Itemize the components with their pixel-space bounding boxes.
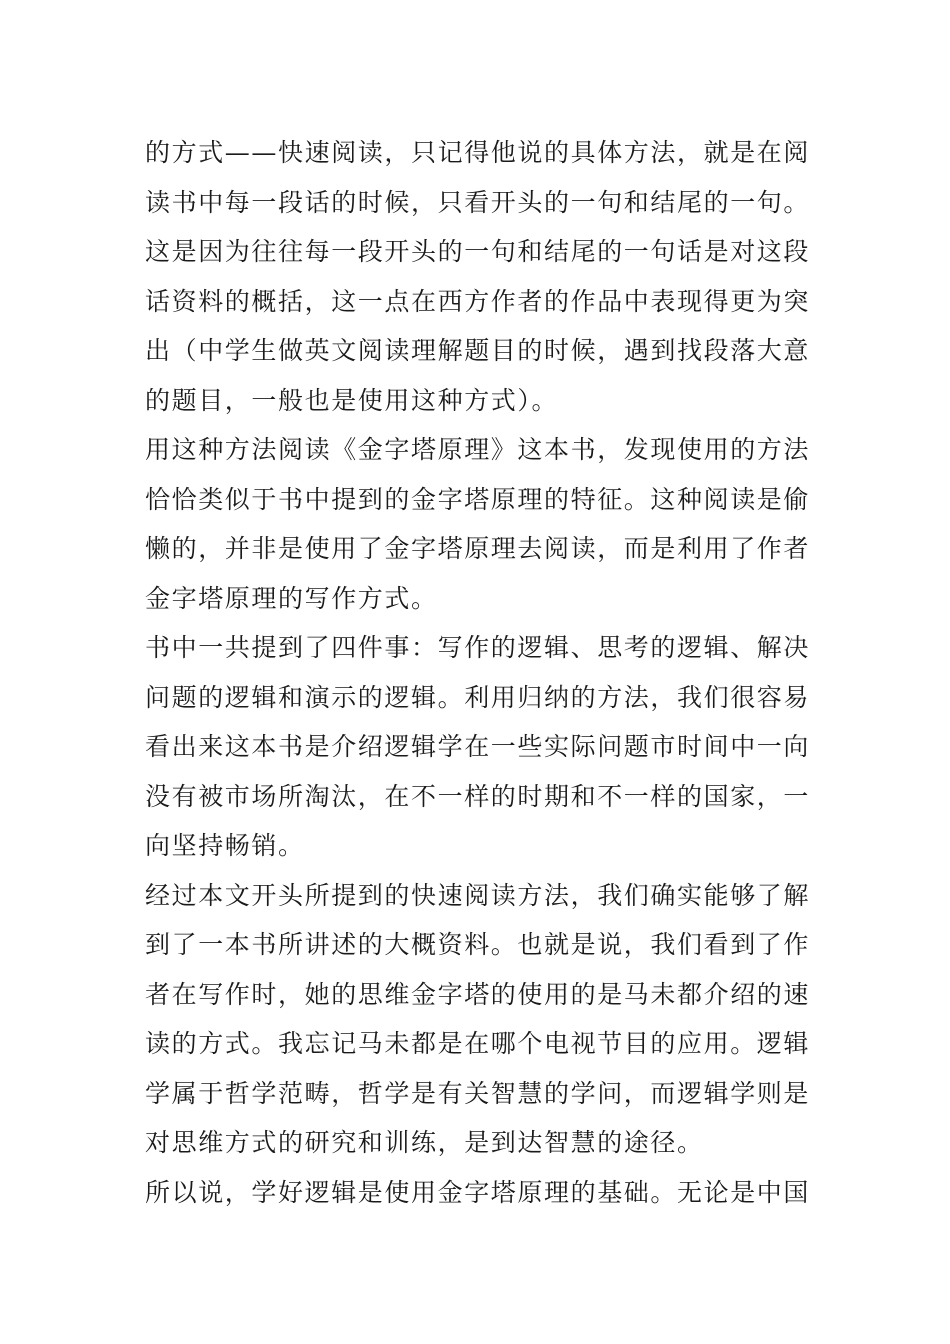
text-line: 没有被市场所淘汰，在不一样的时期和不一样的国家，一 <box>145 781 811 811</box>
text-line: 到了一本书所讲述的大概资料。也就是说，我们看到了作 <box>145 930 811 959</box>
text-line: 书中一共提到了四件事：写作的逻辑、思考的逻辑、解决 <box>145 633 811 662</box>
text-line: 看出来这本书是介绍逻辑学在一些实际问题市时间中一向 <box>145 732 811 761</box>
text-line: 所以说，学好逻辑是使用金字塔原理的基础。无论是中国 <box>145 1177 811 1207</box>
text-line: 问题的逻辑和演示的逻辑。利用归纳的方法，我们很容易 <box>145 682 811 712</box>
text-line: 这是因为往往每一段开头的一句和结尾的一句话是对这段 <box>145 237 811 266</box>
text-line: 学属于哲学范畴，哲学是有关智慧的学问，而逻辑学则是 <box>145 1078 811 1108</box>
text-line: 对思维方式的研究和训练，是到达智慧的途径。 <box>145 1128 704 1157</box>
text-line: 懒的，并非是使用了金字塔原理去阅读，而是利用了作者 <box>145 534 811 563</box>
text-line: 读的方式。我忘记马未都是在哪个电视节目的应用。逻辑 <box>145 1029 811 1058</box>
text-line: 金字塔原理的写作方式。 <box>145 583 438 613</box>
text-line: 用这种方法阅读《金字塔原理》这本书，发现使用的方法 <box>145 435 811 464</box>
text-line: 的方式——快速阅读，只记得他说的具体方法，就是在阅 <box>145 138 811 167</box>
text-line: 恰恰类似于书中提到的金字塔原理的特征。这种阅读是偷 <box>145 484 811 514</box>
text-line: 出（中学生做英文阅读理解题目的时候，遇到找段落大意 <box>145 336 811 365</box>
body-text <box>145 128 815 1217</box>
text-line: 向坚持畅销。 <box>145 831 305 860</box>
text-line: 者在写作时，她的思维金字塔的使用的是马未都介绍的速 <box>145 979 811 1009</box>
text-line: 话资料的概括，这一点在西方作者的作品中表现得更为突 <box>145 286 811 316</box>
text-line: 读书中每一段话的时候，只看开头的一句和结尾的一句。 <box>145 187 811 217</box>
text-line: 的题目，一般也是使用这种方式）。 <box>145 385 559 415</box>
text-line: 经过本文开头所提到的快速阅读方法，我们确实能够了解 <box>145 880 811 910</box>
